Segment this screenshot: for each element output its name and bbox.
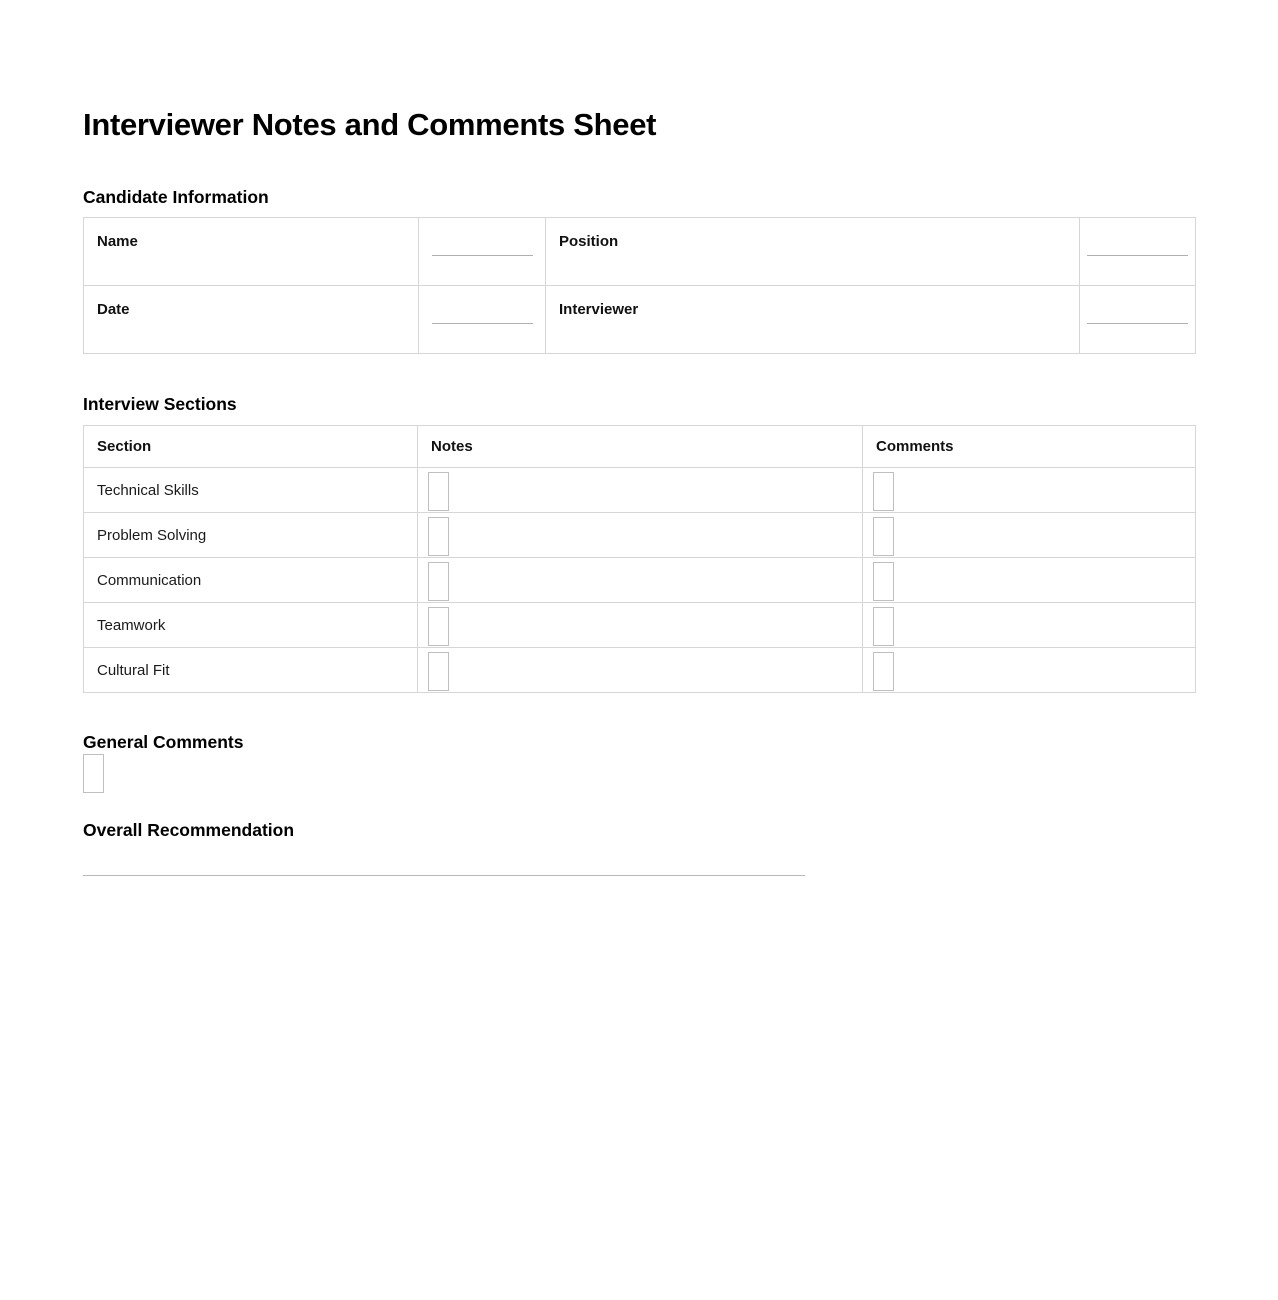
teamwork-comments-input[interactable] [873, 607, 894, 646]
notes-cell [418, 648, 863, 693]
page-title: Interviewer Notes and Comments Sheet [83, 107, 657, 142]
table-row-problem-solving [84, 513, 1196, 558]
notes-cell [418, 603, 863, 648]
communication-notes-input[interactable] [428, 562, 449, 601]
candidate-row-1 [84, 218, 1196, 286]
column-header-notes: Notes [418, 426, 863, 468]
position-input[interactable] [1087, 255, 1188, 256]
notes-cell [418, 558, 863, 603]
comments-cell [863, 648, 1196, 693]
document-content [0, 104, 1278, 876]
problem-solving-comments-input[interactable] [873, 517, 894, 556]
notes-cell [418, 468, 863, 513]
overall-recommendation-input[interactable] [83, 875, 805, 876]
comments-cell [863, 558, 1196, 603]
comments-cell [863, 513, 1196, 558]
table-row-technical-skills [84, 468, 1196, 513]
table-row-teamwork [84, 603, 1196, 648]
section-label: Communication [84, 558, 418, 603]
section-label: Teamwork [84, 603, 418, 648]
interview-sections-table [83, 425, 1196, 693]
problem-solving-notes-input[interactable] [428, 517, 449, 556]
teamwork-notes-input[interactable] [428, 607, 449, 646]
candidate-info-table [83, 217, 1196, 354]
table-row-communication [84, 558, 1196, 603]
name-input-cell [419, 218, 546, 286]
interview-sections-heading: Interview Sections [83, 394, 237, 414]
name-input[interactable] [432, 255, 533, 256]
section-label: Technical Skills [84, 468, 418, 513]
comments-cell [863, 603, 1196, 648]
date-input-cell [419, 286, 546, 354]
candidate-row-2 [84, 286, 1196, 354]
column-header-comments: Comments [863, 426, 1196, 468]
candidate-info-heading: Candidate Information [83, 187, 269, 207]
overall-recommendation-heading: Overall Recommendation [83, 820, 295, 840]
date-label: Date [84, 286, 419, 354]
general-comments-heading: General Comments [83, 732, 244, 752]
name-label: Name [84, 218, 419, 286]
cultural-fit-comments-input[interactable] [873, 652, 894, 691]
notes-cell [418, 513, 863, 558]
communication-comments-input[interactable] [873, 562, 894, 601]
interviewer-input-cell [1080, 286, 1196, 354]
cultural-fit-notes-input[interactable] [428, 652, 449, 691]
comments-cell [863, 468, 1196, 513]
interviewer-input[interactable] [1087, 323, 1188, 324]
column-header-section: Section [84, 426, 418, 468]
sections-header-row [84, 426, 1196, 468]
table-row-cultural-fit [84, 648, 1196, 693]
technical-skills-notes-input[interactable] [428, 472, 449, 511]
section-label: Problem Solving [84, 513, 418, 558]
section-label: Cultural Fit [84, 648, 418, 693]
position-label: Position [546, 218, 1080, 286]
position-input-cell [1080, 218, 1196, 286]
general-comments-input[interactable] [83, 754, 104, 793]
technical-skills-comments-input[interactable] [873, 472, 894, 511]
date-input[interactable] [432, 323, 533, 324]
interviewer-label: Interviewer [546, 286, 1080, 354]
